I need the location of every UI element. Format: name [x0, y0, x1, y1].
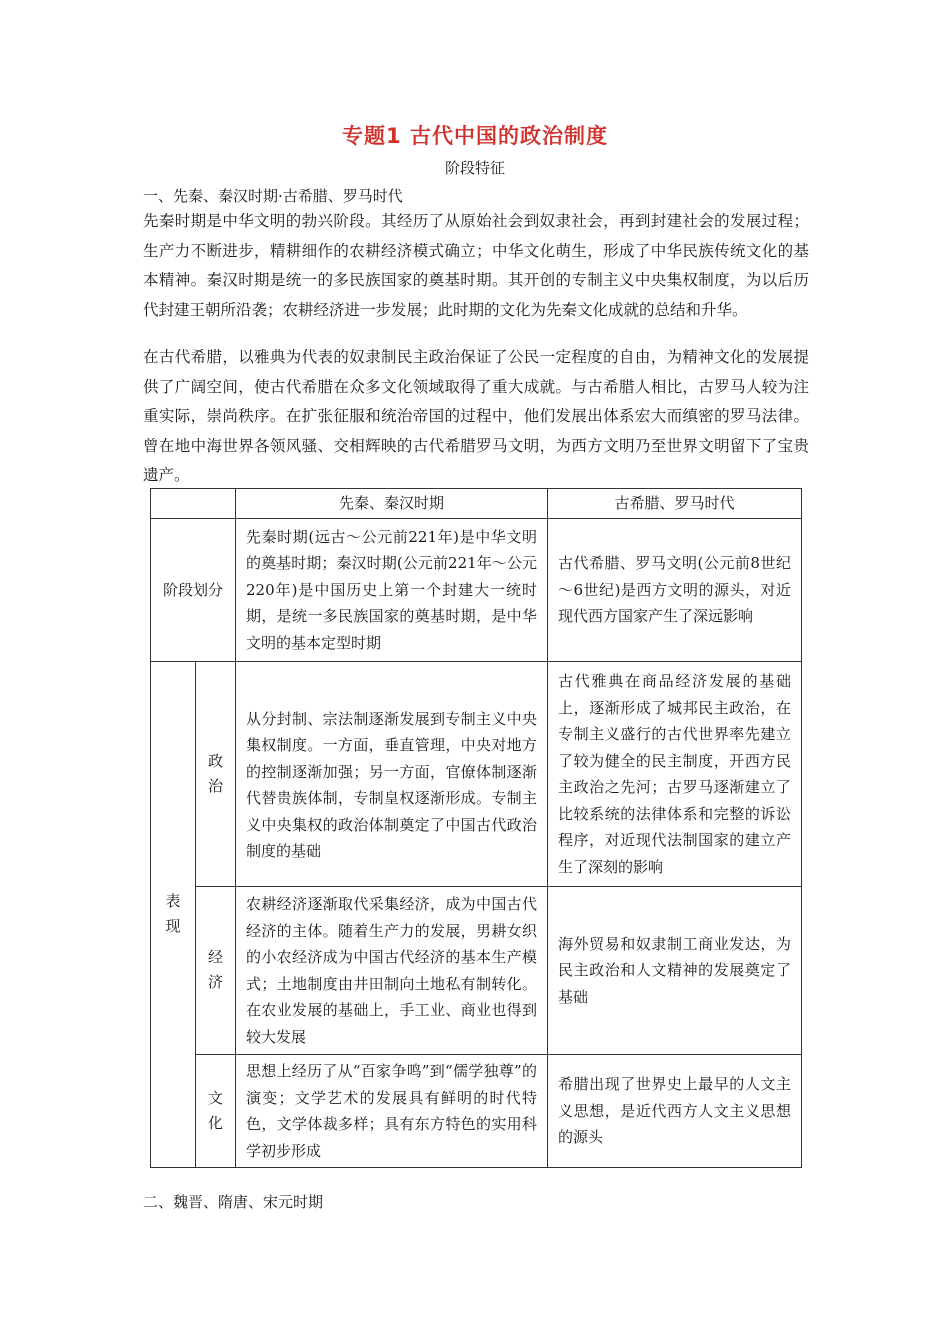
cell-culture-china: 思想上经历了从“百家争鸣”到“儒学独尊”的演变；文学艺术的发展具有鲜明的时代特色，文学体裁多样；具有东方特色的实用科学初步形成 [236, 1055, 548, 1168]
cell-culture-west: 希腊出现了世界史上最早的人文主义思想，是近代西方人文主义思想的源头 [548, 1055, 802, 1168]
cell-stage-china: 先秦时期(远古～公元前221年)是中华文明的奠基时期；秦汉时期(公元前221年～公元220年)是中国历史上第一个封建大一统时期，是统一多民族国家的奠基时期，是中华文明的基本定型时期 [236, 519, 548, 662]
row-group-label [151, 662, 196, 1168]
table-row-stage [151, 519, 802, 662]
comparison-table [150, 488, 802, 1168]
row-label-culture-text: 文化 [207, 1088, 223, 1132]
row-label-culture [196, 1055, 236, 1168]
paragraph-2: 在古代希腊，以雅典为代表的奴隶制民主政治保证了公民一定程度的自由，为精神文化的发展提供了广阔空间，使古代希腊在众多文化领域取得了重大成就。与古希腊人相比，古罗马人较为注重实际，崇尚秩序。在扩张征服和统治帝国的过程中，他们发展出体系宏大而缜密的罗马法律。曾在地中海世界各领风骚、交相辉映的古代希腊罗马文明，为西方文明乃至世界文明留下了宝贵遗产。 [143, 348, 809, 485]
paragraph-1: 先秦时期是中华文明的勃兴阶段。其经历了从原始社会到奴隶社会，再到封建社会的发展过程；生产力不断进步，精耕细作的农耕经济模式确立；中华文化萌生，形成了中华民族传统文化的基本精神。秦汉时期是统一的多民族国家的奠基时期。其开创的专制主义中央集权制度，为以后历代封建王朝所沿袭；农耕经济进一步发展；此时期的文化为先秦文化成就的总结和升华。 [143, 212, 809, 319]
cell-politics-china: 从分封制、宗法制逐渐发展到专制主义中央集权制度。一方面，垂直管理，中央对地方的控制逐渐加强；另一方面，官僚体制逐渐代替贵族体制，专制皇权逐渐形成。专制主义中央集权的政治体制奠定了中国古代政治制度的基础 [236, 662, 548, 887]
row-label-economy [196, 887, 236, 1055]
column-header-west: 古希腊、罗马时代 [548, 489, 802, 519]
cell-stage-west: 古代希腊、罗马文明(公元前8世纪～6世纪)是西方文明的源头，对近现代西方国家产生了深远影响 [548, 519, 802, 662]
cell-economy-china: 农耕经济逐渐取代采集经济，成为中国古代经济的主体。随着生产力的发展，男耕女织的小农经济成为中国古代经济的基本生产模式；土地制度由井田制向土地私有制转化。在农业发展的基础上，手工业、商业也得到较大发展 [236, 887, 548, 1055]
row-label-economy-text: 经济 [207, 948, 223, 992]
group-label-text: 表现 [165, 892, 181, 936]
table-corner-cell [151, 489, 236, 519]
table-row-politics [151, 662, 802, 887]
table-row-economy [151, 887, 802, 1055]
cell-politics-west: 古代雅典在商品经济发展的基础上，逐渐形成了城邦民主政治，在专制主义盛行的古代世界率先建立了较为健全的民主制度，开西方民主政治之先河；古罗马逐渐建立了比较系统的法律体系和完整的诉讼程序，对近现代法制国家的建立产生了深刻的影响 [548, 662, 802, 887]
page-title: 专题1 古代中国的政治制度 [342, 124, 608, 148]
page-subtitle: 阶段特征 [444, 159, 505, 177]
section-heading-2: 二、魏晋、隋唐、宋元时期 [143, 1193, 324, 1211]
cell-economy-west: 海外贸易和奴隶制工商业发达，为民主政治和人文精神的发展奠定了基础 [548, 887, 802, 1055]
section-heading-1: 一、先秦、秦汉时期·古希腊、罗马时代 [143, 187, 403, 205]
table-header-row [151, 489, 802, 519]
row-label-politics [196, 662, 236, 887]
row-label-politics-text: 政治 [207, 751, 223, 795]
column-header-china: 先秦、秦汉时期 [236, 489, 548, 519]
row-label-stage: 阶段划分 [151, 519, 236, 662]
table-row-culture [151, 1055, 802, 1168]
